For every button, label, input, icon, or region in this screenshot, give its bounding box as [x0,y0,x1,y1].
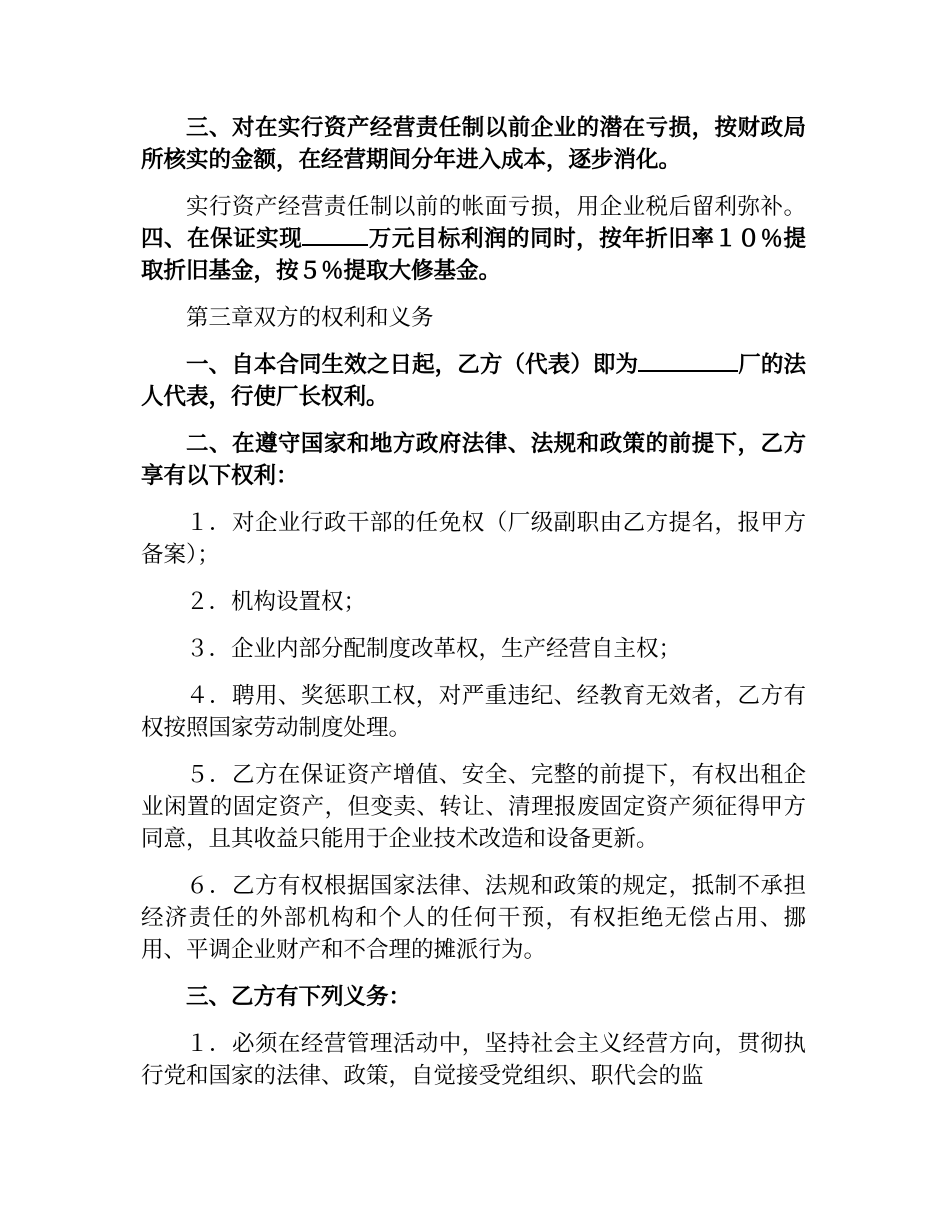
book-losses-text: 实行资产经营责任制以前的帐面亏损，用企业税后留利弥补。 [186,194,806,220]
clause-3-latent-losses: 三、对在实行资产经营责任制以前企业的潜在亏损，按财政局所核实的金额，在经营期间分年进入成本，逐步消化。 [141,115,806,173]
chapter-3-heading: 第三章双方的权利和义务 [186,305,434,331]
factory-name-blank[interactable] [638,352,738,372]
document-page [141,112,806,1107]
clause-3-obligations-intro: 三、乙方有下列义务： [186,984,412,1010]
clause-1-legal-representative [141,349,806,413]
right-item-4: ４．聘用、奖惩职工权，对严重违纪、经教育无效者，乙方有权按照国家劳动制度处理。 [141,683,806,741]
clause-1-text-b: 厂的法人代表，行使厂长权利。 [141,352,806,410]
right-item-5: ５．乙方在保证资产增值、安全、完整的前提下，有权出租企业闲置的固定资产，但变卖、转让、清理报废固定资产须征得甲方同意，且其收益只能用于企业技术改造和设备更新。 [141,762,806,852]
profit-target-blank[interactable] [302,226,368,246]
right-item-2: ２．机构设置权； [186,589,367,615]
clause-4-text-b: 万元目标利润的同时，按年折旧率１０％提取折旧基金，按５％提取大修基金。 [141,226,806,284]
right-item-3: ３．企业内部分配制度改革权，生产经营自主权； [186,636,682,662]
right-item-6: ６．乙方有权根据国家法律、法规和政策的规定，抵制不承担经济责任的外部机构和个人的任何干预，有权拒绝无偿占用、挪用、平调企业财产和不合理的摊派行为。 [141,873,806,963]
clause-4-text-a: 四、在保证实现 [141,226,303,252]
clause-1-text-a: 一、自本合同生效之日起，乙方（代表）即为 [186,352,639,378]
obligation-item-1: １．必须在经营管理活动中，坚持社会主义经营方向，贯彻执行党和国家的法律、政策，自觉接受党组织、职代会的监 [141,1031,806,1089]
clause-2-rights-intro: 二、在遵守国家和地方政府法律、法规和政策的前提下，乙方享有以下权利： [141,431,806,489]
right-item-1: １．对企业行政干部的任免权（厂级副职由乙方提名，报甲方备案）； [141,510,806,568]
clause-book-losses-and-clause-4 [141,191,806,287]
